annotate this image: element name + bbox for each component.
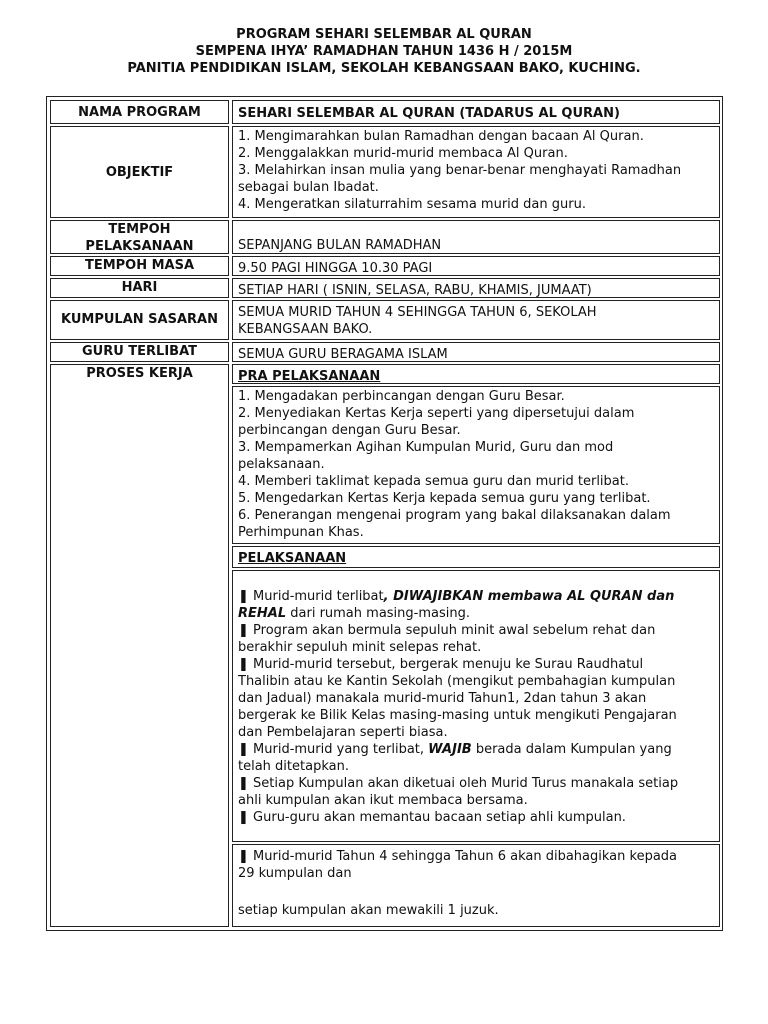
objektif-item: sebagai bulan Ibadat. xyxy=(238,180,379,195)
label-proses-kerja: PROSES KERJA xyxy=(50,364,229,927)
note-item-cont: 29 kumpulan dan xyxy=(238,866,352,881)
note-item: ❚ Murid-murid Tahun 4 sehingga Tahun 6 akan dibahagikan kepada xyxy=(238,848,719,865)
bullet-icon xyxy=(238,810,249,825)
value-line: SEMUA MURID TAHUN 4 SEHINGGA TAHUN 6, SEKOLAH xyxy=(238,305,597,320)
label-nama-program: NAMA PROGRAM xyxy=(50,100,229,124)
pelaksanaan-item-cont: Thalibin atau ke Kantin Sekolah (mengikut pembahagian kumpulan xyxy=(238,674,676,689)
label-guru-terlibat: GURU TERLIBAT xyxy=(50,342,229,362)
label-kumpulan-sasaran: KUMPULAN SASARAN xyxy=(50,300,229,340)
value-tempoh-masa: 9.50 PAGI HINGGA 10.30 PAGI xyxy=(232,256,720,276)
value-nama-program: SEHARI SELEMBAR AL QURAN (TADARUS AL QURAN) xyxy=(232,100,720,124)
pelaksanaan-item-cont: dan Jadual) manakala murid-murid Tahun1, 2dan tahun 3 akan xyxy=(238,691,647,706)
pelaksanaan-heading: PELAKSANAAN xyxy=(232,546,720,568)
bullet-icon xyxy=(238,657,249,672)
bullet-icon xyxy=(238,623,249,638)
pra-item: perbincangan dengan Guru Besar. xyxy=(238,423,461,438)
pra-item: Perhimpunan Khas. xyxy=(238,525,364,540)
pra-item: 1. Mengadakan perbincangan dengan Guru Besar. xyxy=(238,389,565,404)
objektif-item: 3. Melahirkan insan mulia yang benar-benar menghayati Ramadhan xyxy=(238,163,682,178)
document-header xyxy=(0,26,768,77)
note-item-cont: setiap kumpulan akan mewakili 1 juzuk. xyxy=(238,903,499,918)
value-line: KEBANGSAAN BAKO. xyxy=(238,322,373,337)
pelaksanaan-item: ❚ Program akan bermula sepuluh minit awal sebelum rehat dan xyxy=(238,622,719,639)
pra-item: 2. Menyediakan Kertas Kerja seperti yang dipersetujui dalam xyxy=(238,406,635,421)
label-line: PELAKSANAAN xyxy=(85,239,194,254)
pra-item: 3. Mempamerkan Agihan Kumpulan Murid, Guru dan mod xyxy=(238,440,614,455)
pelaksanaan-item-cont: berakhir sepuluh minit selepas rehat. xyxy=(238,640,482,655)
pelaksanaan-item-cont: telah ditetapkan. xyxy=(238,759,349,774)
label-line: TEMPOH xyxy=(108,222,171,237)
value-objektif xyxy=(232,126,720,218)
bullet-icon xyxy=(238,849,249,864)
value-kumpulan-sasaran xyxy=(232,300,720,340)
pelaksanaan-item: ❚ Murid-murid terlibat, DIWAJIBKAN membawa AL QURAN dan xyxy=(238,588,719,605)
header-line-2: SEMPENA IHYA’ RAMADHAN TAHUN 1436 H / 2015M xyxy=(195,44,573,59)
bullet-icon xyxy=(238,589,249,604)
pelaksanaan-item-cont: bergerak ke Bilik Kelas masing-masing untuk mengikuti Pengajaran xyxy=(238,708,677,723)
header-line-3: PANITIA PENDIDIKAN ISLAM, SEKOLAH KEBANGSAAN BAKO, KUCHING. xyxy=(127,61,641,76)
value-hari: SETIAP HARI ( ISNIN, SELASA, RABU, KHAMIS, JUMAAT) xyxy=(232,278,720,298)
pelaksanaan-item-cont: dan Pembelajaran seperti biasa. xyxy=(238,725,448,740)
header-line-1: PROGRAM SEHARI SELEMBAR AL QURAN xyxy=(236,27,532,42)
pelaksanaan-item-cont: REHAL dari rumah masing-masing. xyxy=(238,606,470,621)
pelaksanaan-item: ❚ Setiap Kumpulan akan diketuai oleh Murid Turus manakala setiap xyxy=(238,775,719,792)
pelaksanaan-item: ❚ Murid-murid tersebut, bergerak menuju ke Surau Raudhatul xyxy=(238,656,719,673)
pelaksanaan-item-cont: ahli kumpulan akan ikut membaca bersama. xyxy=(238,793,528,808)
objektif-item: 1. Mengimarahkan bulan Ramadhan dengan bacaan Al Quran. xyxy=(238,129,644,144)
label-hari: HARI xyxy=(50,278,229,298)
objektif-item: 4. Mengeratkan silaturrahim sesama murid dan guru. xyxy=(238,197,586,212)
kumpulan-note xyxy=(232,844,720,927)
bullet-icon xyxy=(238,776,249,791)
pra-item: 4. Memberi taklimat kepada semua guru dan murid terlibat. xyxy=(238,474,629,489)
pelaksanaan-item: ❚ Murid-murid yang terlibat, WAJIB berada dalam Kumpulan yang xyxy=(238,741,719,758)
pra-pelaksanaan-list xyxy=(232,386,720,544)
objektif-item: 2. Menggalakkan murid-murid membaca Al Quran. xyxy=(238,146,568,161)
pra-item: 6. Penerangan mengenai program yang bakal dilaksanakan dalam xyxy=(238,508,671,523)
value-tempoh-pelaksanaan: SEPANJANG BULAN RAMADHAN xyxy=(232,220,720,254)
label-objektif: OBJEKTIF xyxy=(50,126,229,218)
bullet-icon xyxy=(238,742,249,757)
pra-pelaksanaan-heading: PRA PELAKSANAAN xyxy=(232,364,720,384)
pelaksanaan-item: ❚ Guru-guru akan memantau bacaan setiap ahli kumpulan. xyxy=(238,809,719,826)
label-tempoh-masa: TEMPOH MASA xyxy=(50,256,229,276)
pelaksanaan-list xyxy=(232,570,720,842)
pra-item: 5. Mengedarkan Kertas Kerja kepada semua guru yang terlibat. xyxy=(238,491,651,506)
pra-item: pelaksanaan. xyxy=(238,457,325,472)
label-tempoh-pelaksanaan xyxy=(50,220,229,254)
value-guru-terlibat: SEMUA GURU BERAGAMA ISLAM xyxy=(232,342,720,362)
